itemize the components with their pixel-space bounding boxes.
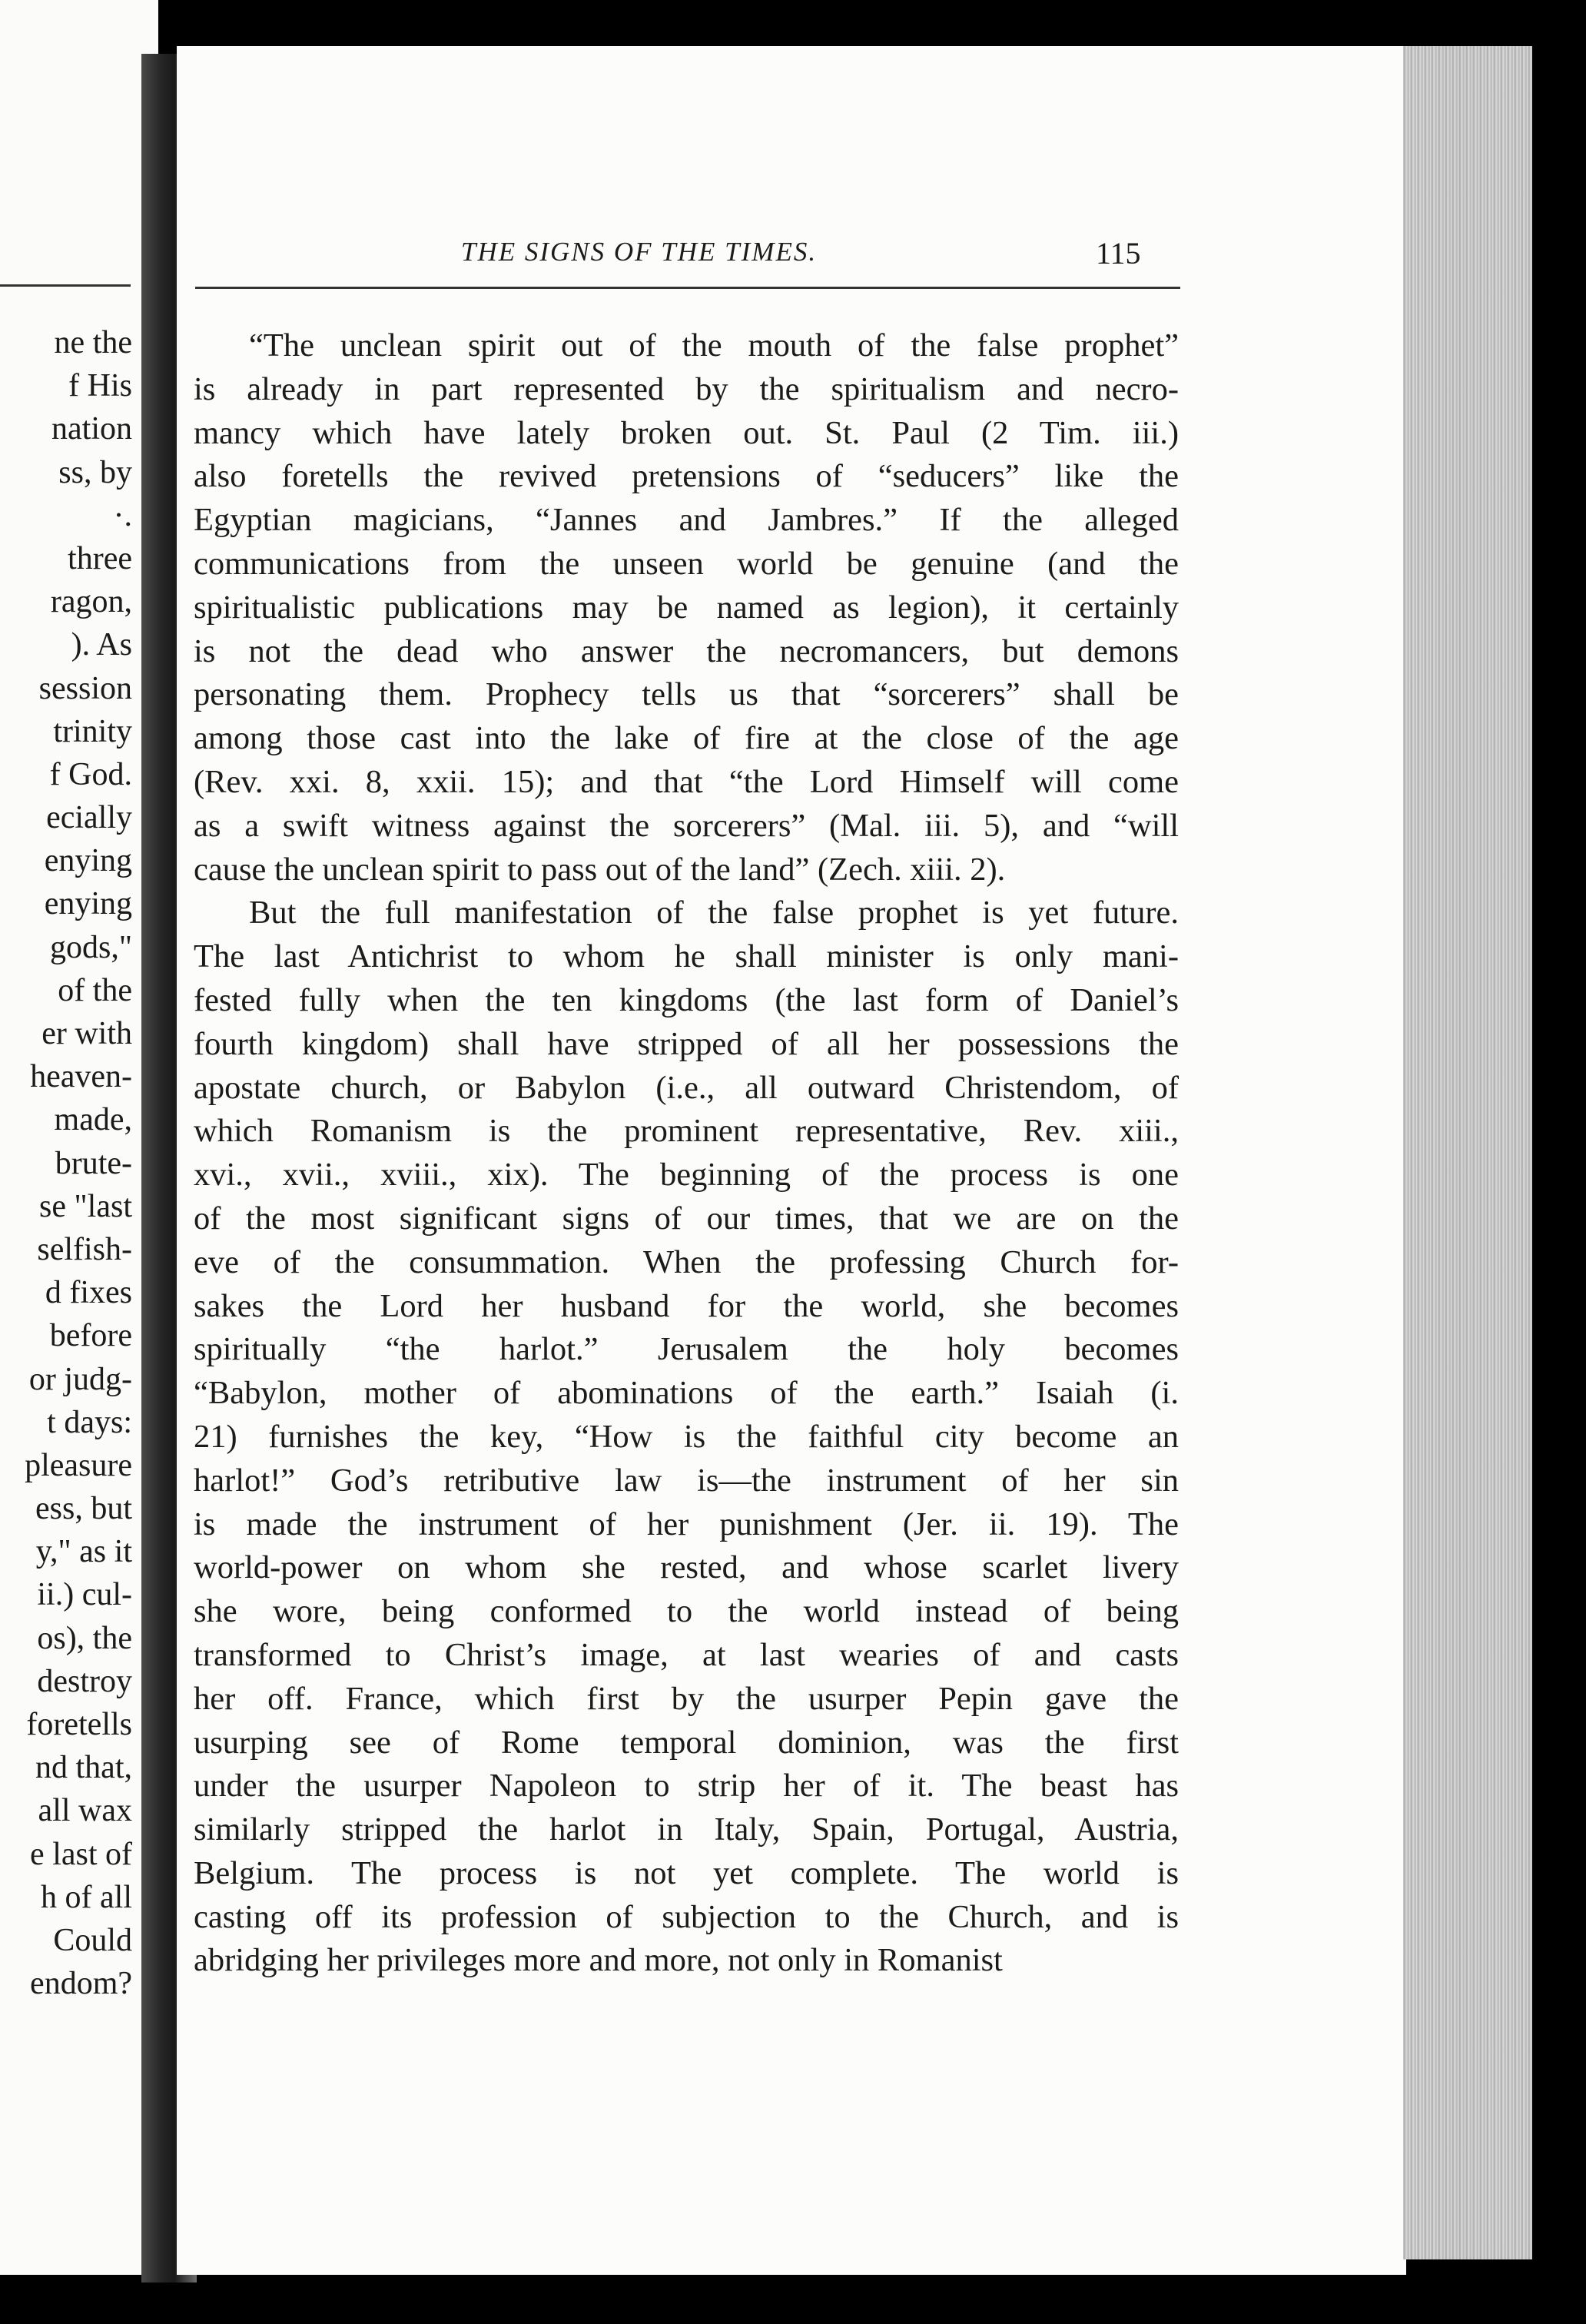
previous-page-line: ·. xyxy=(113,497,132,533)
text-line: eve of the consummation. When the professing Church for- xyxy=(194,1243,1179,1280)
text-line: sakes the Lord her husband for the world, she becomes xyxy=(194,1287,1179,1324)
previous-page-line: before xyxy=(49,1318,132,1354)
previous-page-line: ess, but xyxy=(35,1491,132,1527)
previous-page-text-fragments xyxy=(0,321,132,2005)
text-line: spiritualistic publications may be named as legion), it certainly xyxy=(194,589,1179,626)
previous-page-line: heaven- xyxy=(30,1059,132,1095)
text-line: apostate church, or Babylon (i.e., all outward Christendom, of xyxy=(194,1069,1179,1106)
previous-page-line: trinity xyxy=(53,713,132,749)
previous-page-line: ne the xyxy=(54,325,132,360)
text-line: of the most significant signs of our times, that we are on the xyxy=(194,1200,1179,1237)
text-line: personating them. Prophecy tells us that “sorcerers” shall be xyxy=(194,676,1179,713)
previous-page-line: endom? xyxy=(30,1966,132,2002)
previous-page-line: gods," xyxy=(50,929,132,965)
text-line: communications from the unseen world be genuine (and the xyxy=(194,545,1179,582)
previous-page-line: enying xyxy=(44,843,132,879)
text-line: transformed to Christ’s image, at last wearies of and casts xyxy=(194,1636,1179,1673)
text-line: as a swift witness against the sorcerers” (Mal. iii. 5), and “will xyxy=(194,807,1179,844)
text-line: casting off its profession of subjection to the Church, and is xyxy=(194,1898,1179,1935)
previous-page-line: h of all xyxy=(41,1879,132,1915)
text-line: Belgium. The process is not yet complete. The world is xyxy=(194,1854,1179,1891)
previous-page-line: ecially xyxy=(46,800,132,836)
previous-page-line: Could xyxy=(53,1922,132,1958)
text-line: cause the unclean spirit to pass out of the land” (Zech. xiii. 2). xyxy=(194,851,1006,888)
previous-page-line: nation xyxy=(51,411,132,447)
previous-page-line: destroy xyxy=(37,1663,132,1699)
previous-page-line: all wax xyxy=(38,1793,132,1829)
text-line: Egyptian magicians, “Jannes and Jambres.” If the alleged xyxy=(194,502,1179,539)
text-line: spiritually “the harlot.” Jerusalem the holy becomes xyxy=(194,1331,1179,1368)
text-line: world-power on whom she rested, and whose scarlet livery xyxy=(194,1549,1179,1586)
text-line: is made the instrument of her punishment (Jer. ii. 19). The xyxy=(194,1506,1179,1542)
previous-page-line: of the xyxy=(58,972,132,1008)
page-edges xyxy=(1403,46,1532,2259)
previous-page xyxy=(0,0,158,2275)
previous-page-line: ragon, xyxy=(50,584,132,620)
previous-page-line: f His xyxy=(68,368,132,404)
previous-page-header-rule xyxy=(0,284,131,287)
previous-page-line: enying xyxy=(44,886,132,922)
previous-page-line: session xyxy=(38,670,132,706)
text-line: harlot!” God’s retributive law is—the instrument of her sin xyxy=(194,1462,1179,1499)
previous-page-line: ii.) cul- xyxy=(37,1577,132,1613)
previous-page-line: os), the xyxy=(37,1620,132,1656)
previous-page-line: ). As xyxy=(71,627,132,663)
text-line: The last Antichrist to whom he shall minister is only mani- xyxy=(194,938,1179,975)
previous-page-line: three xyxy=(68,540,132,576)
previous-page-line: e last of xyxy=(30,1836,132,1872)
previous-page-line: brute- xyxy=(55,1145,132,1181)
running-title: THE SIGNS OF THE TIMES. xyxy=(461,237,818,267)
previous-page-line: y," as it xyxy=(35,1534,132,1570)
previous-page-line: pleasure xyxy=(25,1447,132,1483)
text-line: is already in part represented by the spiritualism and necro- xyxy=(194,370,1179,407)
page-number: 115 xyxy=(1096,236,1141,271)
previous-page-line: f God. xyxy=(49,756,132,792)
previous-page-line: or judg- xyxy=(28,1361,132,1397)
previous-page-line: ss, by xyxy=(58,454,132,490)
text-line: among those cast into the lake of fire at the close of the age xyxy=(194,720,1179,757)
text-line: she wore, being conformed to the world instead of being xyxy=(194,1593,1179,1630)
text-line: (Rev. xxi. 8, xxii. 15); and that “the Lord Himself will come xyxy=(194,763,1179,800)
previous-page-line: se "last xyxy=(39,1188,132,1224)
text-line: is not the dead who answer the necromancers, but demons xyxy=(194,632,1179,669)
previous-page-line: selfish- xyxy=(37,1231,132,1267)
previous-page-line: foretells xyxy=(26,1707,132,1742)
text-line: xvi., xvii., xviii., xix). The beginning of the process is one xyxy=(194,1157,1179,1194)
previous-page-line: d fixes xyxy=(45,1275,132,1311)
text-line: her off. France, which first by the usurper Pepin gave the xyxy=(194,1680,1179,1717)
text-line: similarly stripped the harlot in Italy, Spain, Portugal, Austria, xyxy=(194,1811,1179,1848)
text-line: abridging her privileges more and more, not only in Romanist xyxy=(194,1942,1003,1979)
text-line: usurping see of Rome temporal dominion, was the first xyxy=(194,1724,1179,1761)
text-line: under the usurper Napoleon to strip her of it. The beast has xyxy=(194,1768,1179,1804)
header-rule xyxy=(195,287,1180,289)
text-line: fourth kingdom) shall have stripped of all her possessions the xyxy=(194,1025,1179,1062)
text-line: But the full manifestation of the false prophet is yet future. xyxy=(249,895,1179,931)
previous-page-line: nd that, xyxy=(35,1750,132,1786)
previous-page-line: t days: xyxy=(47,1404,132,1440)
text-line: “The unclean spirit out of the mouth of the false prophet” xyxy=(249,327,1179,364)
previous-page-line: er with xyxy=(41,1016,132,1051)
body-text xyxy=(194,324,1179,1983)
text-line: “Babylon, mother of abominations of the earth.” Isaiah (i. xyxy=(194,1375,1179,1412)
previous-page-line: made, xyxy=(54,1102,132,1138)
text-line: which Romanism is the prominent representative, Rev. xiii., xyxy=(194,1113,1179,1150)
text-line: fested fully when the ten kingdoms (the last form of Daniel’s xyxy=(194,981,1179,1018)
text-line: also foretells the revived pretensions of “seducers” like the xyxy=(194,458,1179,495)
text-line: mancy which have lately broken out. St. Paul (2 Tim. iii.) xyxy=(194,414,1179,451)
text-line: 21) furnishes the key, “How is the faithful city become an xyxy=(194,1418,1179,1455)
